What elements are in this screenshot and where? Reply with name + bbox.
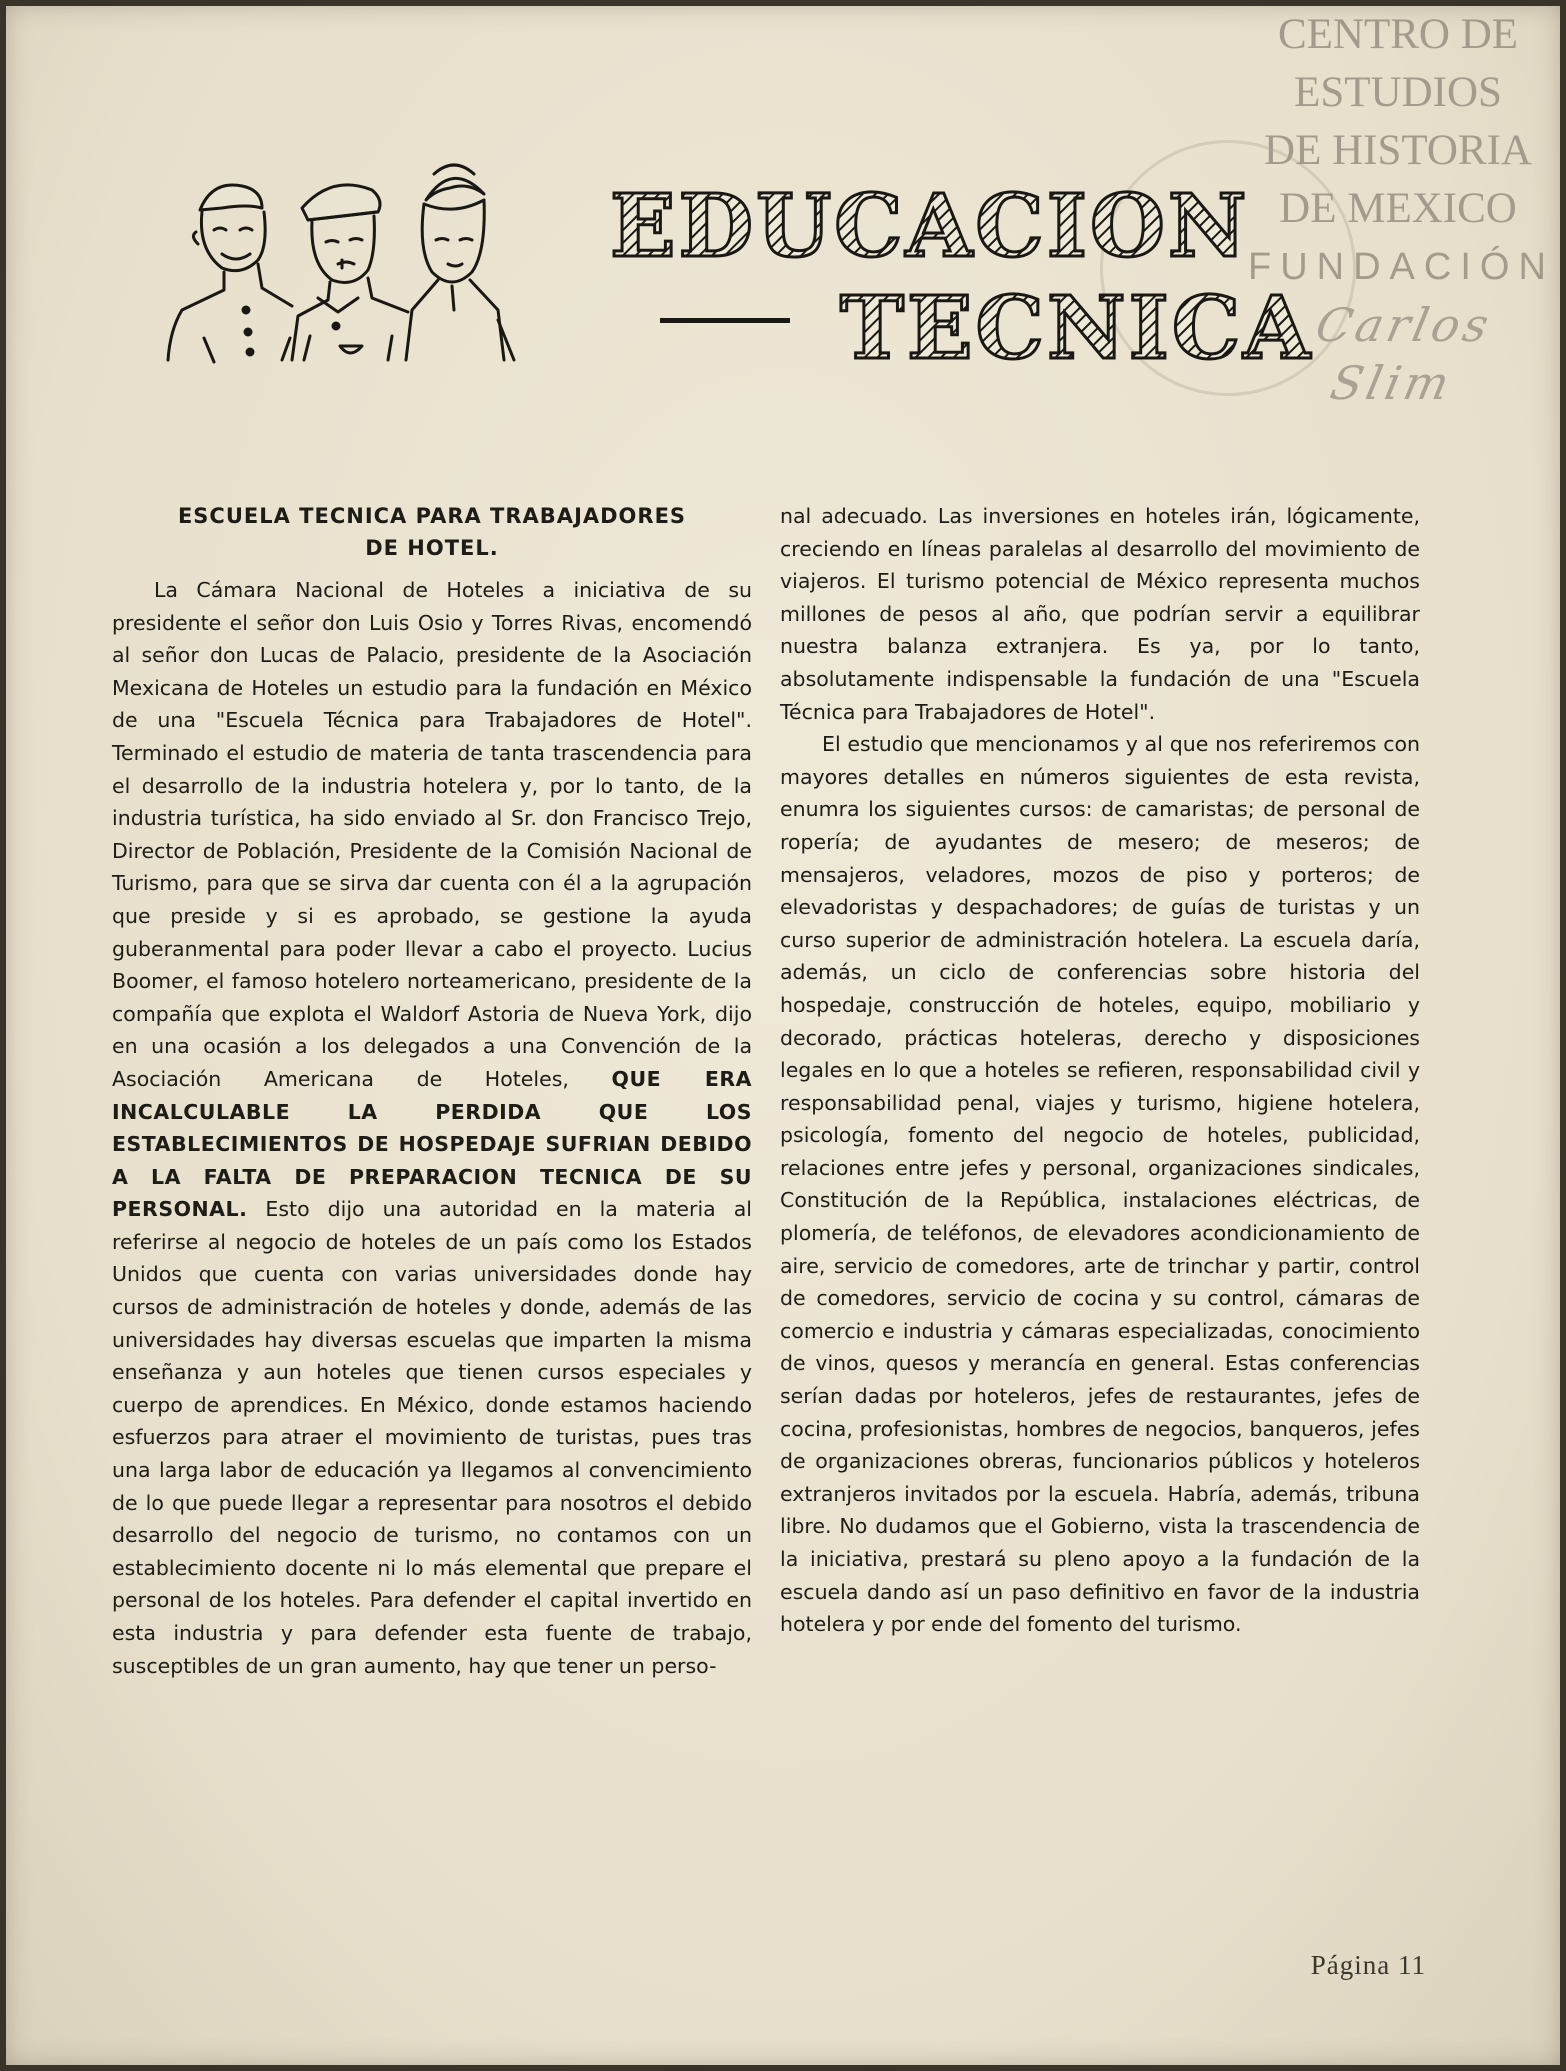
three-hotel-workers-illustration — [162, 160, 582, 370]
watermark-signature: Carlos Slim — [1311, 298, 1498, 410]
watermark-line: CENTRO DE — [1277, 11, 1519, 58]
maid-figure — [406, 165, 514, 360]
article-paragraph: El estudio que mencionamos y al que nos referiremos con mayores detalles en números siguientes de esta revista, enumra los siguientes cursos: de camaristas; de personal de ropería; de ayudantes de mesero; de meseros; de mensajeros, veladores, mozos de piso y porteros; de elevadoristas y despachadores; de guías de turistas y un curso superior de administración hotelera. La escuela daría, además, un ciclo de conferencias sobre historia del hospedaje, construcción de hoteles, equipo, mobiliario y decorado, prácticas hoteleras, derecho y disposiciones legales en lo que a hoteles se refieren, responsabilidad civil y responsabilidad penal, viajes y turismo, higiene hotelera, psicología, fomento del negocio de hoteles, publicidad, relaciones entre jefes y personal, organizaciones sindicales, Constitución de la República, instalaciones eléctricas, de plomería, de teléfonos, de elevadores acondicionamiento de aire, servicio de comedores, arte de trinchar y partir, control de comedores, servicio de cocina y su control, cámaras de comercio e industria y cámaras especializadas, conocimiento de vinos, quesos y merancía en general. Estas conferencias serían dadas por hoteleros, jefes de restaurantes, jefes de cocina, profesionistas, hombres de negocios, banqueros, jefes de organizaciones obreras, funcionarios públicos y hoteleros extranjeros invitados por la escuela. Habría, además, tribuna libre. No dudamos que el Gobierno, vista la trascendencia de la iniciativa, prestará su pleno apoyo a la fundación de la escuela dando así un paso definitivo en favor de la industria hotelera y por ende del fomento del turismo. — [780, 732, 1420, 1637]
section-title — [600, 188, 1340, 378]
article-heading-line-2: DE HOTEL. — [365, 536, 499, 560]
article-heading-line-1: ESCUELA TECNICA PARA TRABAJADORES — [177, 504, 687, 528]
watermark-fundacion: FUNDACIÓN — [1248, 246, 1555, 288]
page-number: Página 11 — [1310, 1950, 1426, 1980]
watermark-line: ESTUDIOS — [1294, 69, 1502, 116]
article-heading — [112, 500, 752, 564]
article-text: La Cámara Nacional de Hoteles a iniciativa de su presidente el señor don Luis Osio y Torres Rivas, encomendó al señor don Lucas de Palacio, presidente de la Asociación Mexicana de Hoteles un estudio para la fundación en México de una "Escuela Técnica para Trabajadores de Hotel". Terminado el estudio de materia de tanta trascendencia para el desarrollo de la industria hotelera y, por lo tanto, de la industria turística, ha sido enviado al Sr. don Francisco Trejo, Director de Población, Presidente de la Comisión Nacional de Turismo, para que se sirva dar cuenta con él a la agrupación que preside y si es aprobado, se gestione la ayuda guberanmental para poder llevar a cabo el proyecto. Lucius Boomer, el famoso hotelero norteamericano, presidente de la compañía que explota el Waldorf Astoria de Nueva York, dijo en una ocasión a los delegados a una Convención de la Asociación Americana de Hoteles, — [112, 578, 752, 1091]
title-dash-divider — [660, 318, 790, 323]
article-right-column — [780, 500, 1420, 1641]
article-left-column — [112, 500, 752, 1682]
article-paragraph: nal adecuado. Las inversiones en hoteles irán, lógicamente, creciendo en líneas paralelas al desarrollo del movimiento de viajeros. El turismo potencial de México representa muchos millones de pesos al año, que podrían servir a equilibrar nuestra balanza extranjera. Es ya, por lo tanto, absolutamente indispensable la fundación de una "Escuela Técnica para Trabajadores de Hotel". — [780, 504, 1420, 724]
title-line-1: EDUCACION — [610, 188, 1250, 277]
porter-figure — [292, 185, 408, 360]
article-paragraph — [112, 574, 752, 1682]
title-line-2: TECNICA — [840, 278, 1314, 378]
watermark-line: DE HISTORIA — [1264, 127, 1532, 174]
article-text: Esto dijo una autoridad en la materia al referirse al negocio de hoteles de un país como los Estados Unidos que cuenta con varias universidades donde hay cursos de administración de hoteles y donde, además de las universidades hay diversas escuelas que imparten la misma enseñanza y aun hoteles que tienen cursos especiales y cuerpo de aprendices. En México, donde estamos haciendo esfuerzos para atraer el movimiento de turistas, pues tras una larga labor de educación ya llegamos al convencimiento de lo que puede llegar a representar para nosotros el debido desarrollo del negocio de turismo, no contamos con un establecimiento docente ni lo más elemental que prepare el personal de los hoteles. Para defender el capital invertido en esta industria y para defender esta fuente de trabajo, susceptibles de un gran aumento, hay que tener un perso- — [112, 1197, 752, 1678]
bellboy-figure — [168, 185, 292, 362]
article-emphasis-caps: QUE ERA INCALCULABLE LA PERDIDA QUE LOS ESTABLECIMIENTOS DE HOSPEDAJE SUFRIAN DEBIDO A LA FALTA DE PREPARACION TECNICA DE SU PERSONAL. — [112, 1066, 752, 1222]
watermark-line: DE MEXICO — [1279, 185, 1517, 232]
